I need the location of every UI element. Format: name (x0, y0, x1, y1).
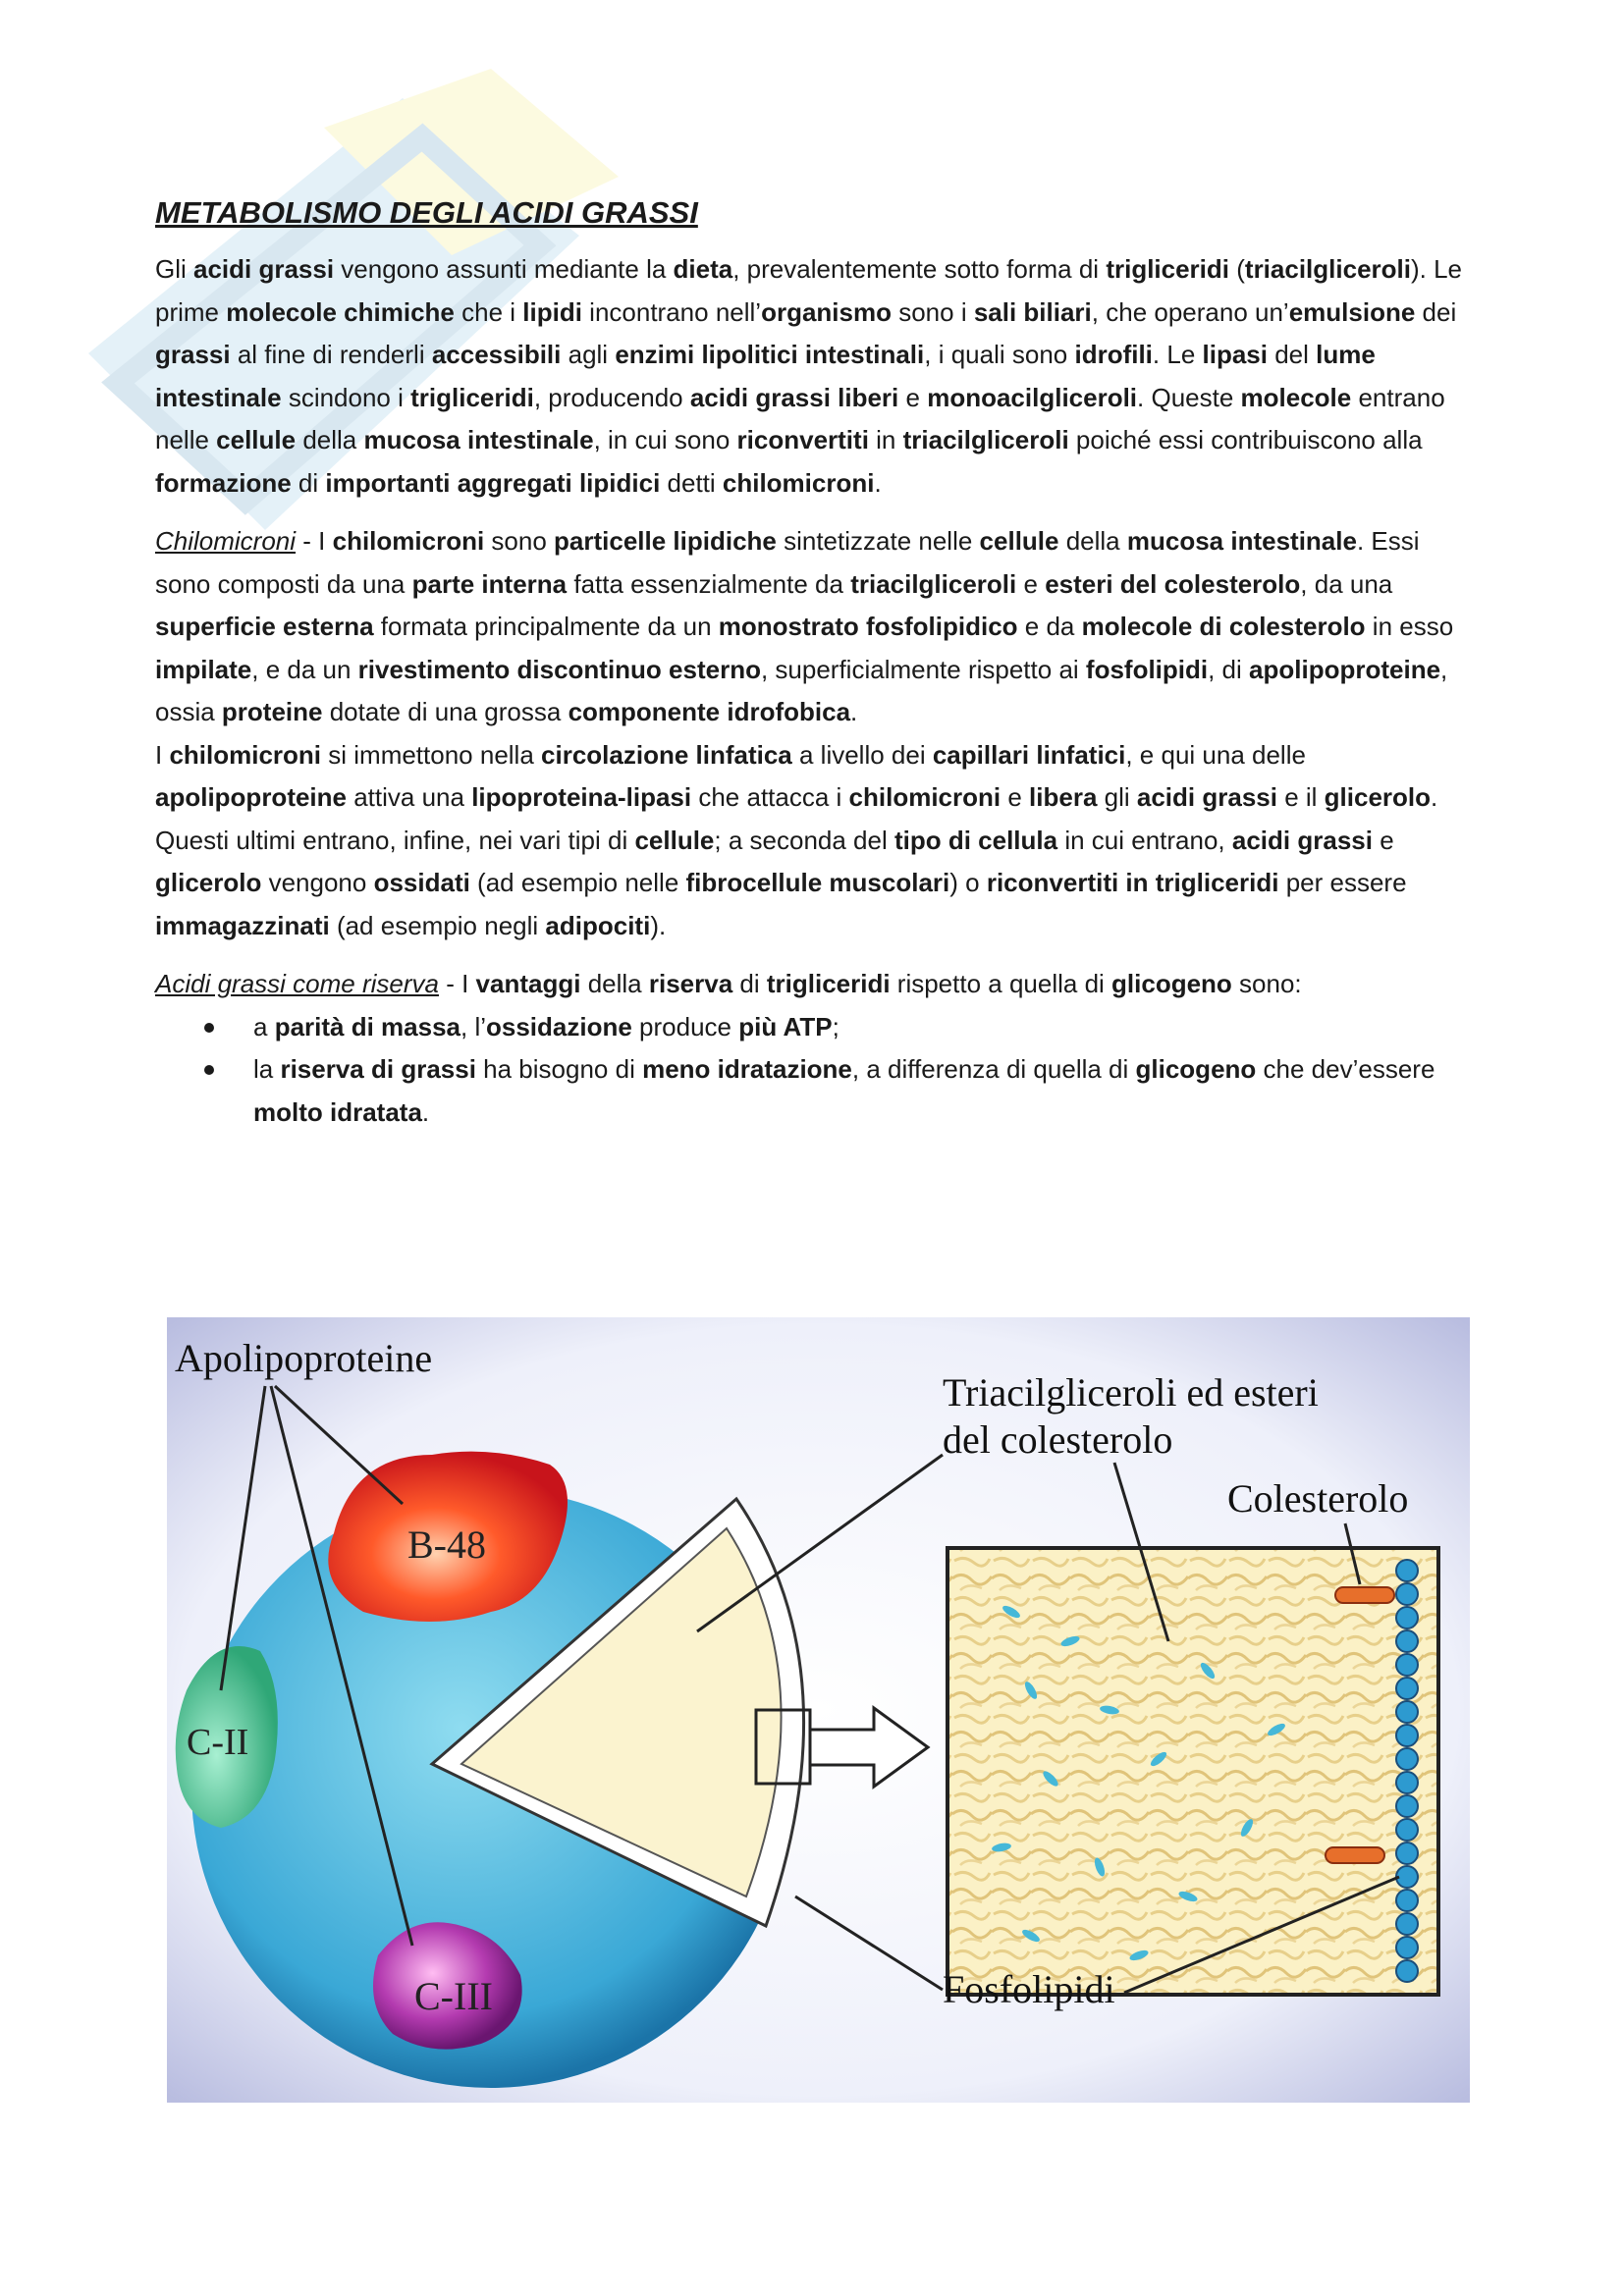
bold-term: vantaggi (475, 969, 581, 998)
bold-term: glicerolo (1324, 782, 1432, 812)
bold-term: parte interna (411, 568, 568, 599)
text-run: entrano nelle (155, 382, 1445, 454)
text-run: della (580, 969, 649, 998)
paragraph-chilomicroni (155, 520, 1481, 734)
bold-term: monoacilgliceroli (927, 382, 1138, 412)
advantages-list (155, 1006, 1481, 1135)
bold-term: tipo di cellula (893, 825, 1058, 855)
bold-term: acidi grassi (1136, 782, 1277, 812)
bold-term: esteri del colesterolo (1045, 568, 1301, 599)
text-run: , e da un (251, 654, 358, 684)
bold-term: immagazzinati (155, 910, 330, 940)
bold-term: molecole chimiche (226, 296, 455, 327)
label-fosfolipidi: Fosfolipidi (943, 1967, 1115, 2011)
bold-term: cellule (216, 425, 297, 454)
bold-term: grassi (155, 340, 231, 369)
text-run: vengono assunti mediante la (334, 254, 674, 284)
label-c2: C-II (187, 1722, 249, 1763)
page-title: METABOLISMO DEGLI ACIDI GRASSI (155, 195, 698, 230)
bold-term: particelle lipidiche (554, 526, 777, 556)
bold-term: ossidati (373, 868, 470, 897)
bold-term: cellule (979, 526, 1059, 556)
text-run: in esso (1365, 612, 1454, 641)
text-run: sono i (892, 296, 974, 327)
bold-term: mucosa intestinale (363, 425, 594, 454)
bold-term: idrofili (1074, 340, 1153, 369)
text-run: incontrano nell’ (581, 296, 762, 327)
text-run: si immettono nella (321, 739, 542, 770)
label-c3: C-III (414, 1974, 493, 2018)
bold-term: apolipoproteine (1249, 654, 1441, 684)
paragraph-circolazione (155, 734, 1481, 948)
bold-term: chilomicroni (848, 782, 1001, 812)
bold-term: glicogeno (1111, 969, 1232, 998)
text-run: , prevalentemente sotto forma di (732, 254, 1107, 284)
text-run: e (1001, 782, 1030, 812)
chylomicron-figure (167, 1317, 1470, 2103)
text-run: e da (1017, 612, 1082, 641)
text-run: scindono i (281, 382, 411, 412)
text-run: ). (650, 910, 667, 940)
text-run: , i quali sono (924, 340, 1075, 369)
bold-term: monostrato fosfolipidico (718, 612, 1018, 641)
bold-term: proteine (221, 697, 323, 726)
bold-term: molecole (1240, 382, 1352, 412)
section-label: Chilomicroni (155, 526, 297, 556)
bold-term: triacilglicerol​i (902, 425, 1069, 454)
text-run: , superficialmente rispetto ai (760, 654, 1086, 684)
text-run: formata principalmente da un (373, 612, 719, 641)
bold-term: organismo (761, 296, 892, 327)
bold-term: sali biliari (973, 296, 1092, 327)
text-run: attiva una (347, 782, 472, 812)
text-run: sono: (1231, 969, 1302, 998)
list-item (253, 1006, 1481, 1049)
label-apolipoproteine: Apolipoproteine (175, 1336, 433, 1380)
text-run: sintetizzate nelle (776, 526, 980, 556)
section-label: Acidi grassi come riserva (155, 969, 439, 998)
text-run: (ad esempio negli (329, 910, 546, 940)
bold-term: glicogeno (1135, 1054, 1257, 1084)
text-run: poiché essi contribuiscono alla (1068, 425, 1423, 454)
text-run: in cui entrano, (1057, 825, 1232, 855)
bold-term: fosfolipidi (1085, 654, 1209, 684)
bold-term: acidi grassi liberi (689, 382, 899, 412)
bold-term: riconvertiti in trigliceridi (986, 868, 1279, 897)
text-run: produce (631, 1011, 739, 1041)
text-run: - I (296, 526, 333, 556)
text-run: , e qui una delle (1125, 739, 1306, 770)
text-run: - I (438, 969, 476, 998)
label-triacilgliceroli-2: del colesterolo (943, 1417, 1173, 1462)
text-run: ha bisogno di (475, 1054, 643, 1084)
text-run: , che operano un’ (1091, 296, 1289, 327)
bold-term: molto idratata (253, 1096, 422, 1127)
bold-term: lipasi (1202, 340, 1268, 369)
text-run: che dev’essere (1256, 1054, 1435, 1084)
text-run: dotate di una grossa (322, 697, 568, 726)
text-run: . (421, 1096, 430, 1127)
text-run: , producendo (533, 382, 690, 412)
text-run: ; a seconda del (714, 825, 894, 855)
text-run: della (1058, 526, 1127, 556)
text-run: e (1016, 568, 1046, 599)
bold-term: impilate (155, 654, 252, 684)
text-run: . Essi sono composti da una (155, 526, 1420, 599)
text-run: e (898, 382, 928, 412)
bold-term: importanti aggregati lipidici (325, 467, 661, 498)
paragraph-riserva (155, 963, 1481, 1006)
bold-term: lume intestinale (155, 340, 1376, 412)
text-run: detti (660, 467, 723, 498)
bold-term: chilomicroni (332, 526, 485, 556)
text-run: (ad esempio nelle (469, 868, 686, 897)
text-run: vengono (261, 868, 374, 897)
text-run: ). Le prime (155, 254, 1463, 327)
text-run: e (1372, 825, 1394, 855)
text-run: che i (454, 296, 523, 327)
text-run: rispetto a quella di (890, 969, 1112, 998)
text-run: , in cui sono (593, 425, 737, 454)
text-run: a (253, 1011, 275, 1041)
bold-term: ossidazione (486, 1011, 632, 1041)
bold-term: glicerolo (155, 868, 262, 897)
bold-term: triacilglicerol​i (850, 568, 1017, 599)
text-run: di (291, 467, 326, 498)
text-run: , a differenza di quella di (851, 1054, 1136, 1084)
bold-term: superficie esterna (155, 612, 374, 641)
text-run: ; (832, 1011, 839, 1041)
text-run: in (868, 425, 903, 454)
text-run: I (155, 739, 170, 770)
bold-term: lipoproteina-lipasi (471, 782, 692, 812)
text-run: sono (484, 526, 555, 556)
text-run: agli (561, 340, 616, 369)
bold-term: trigliceridi (766, 969, 891, 998)
bold-term: acidi grassi (193, 254, 335, 284)
text-run: a livello dei (791, 739, 933, 770)
text-run: e il (1276, 782, 1325, 812)
bold-term: libera (1029, 782, 1098, 812)
text-run: di (732, 969, 767, 998)
bold-term: chilomicroni (169, 739, 322, 770)
text-run: , da una (1300, 568, 1393, 599)
bold-term: riserva (648, 969, 733, 998)
text-run: . Le (1152, 340, 1203, 369)
text-run: ) o (949, 868, 987, 897)
bold-term: enzimi lipolitici intestinali (615, 340, 925, 369)
text-run: per essere (1278, 868, 1407, 897)
paragraph-intro (155, 248, 1481, 505)
text-run: , ossia (155, 654, 1448, 726)
bold-term: triacilgliceroli (1244, 254, 1411, 284)
bold-term: più ATP (738, 1011, 833, 1041)
text-run: dei (1415, 296, 1457, 327)
text-run: . Questi ultimi entrano, infine, nei vari tipi di (155, 782, 1438, 855)
bold-term: chilomicroni (722, 467, 875, 498)
label-colesterolo: Colesterolo (1227, 1476, 1409, 1521)
magnified-panel (947, 1548, 1438, 1995)
text-run: . (850, 697, 858, 726)
bold-term: acidi grassi (1231, 825, 1373, 855)
document-body (155, 191, 1481, 1134)
bold-term: emulsione (1288, 296, 1416, 327)
bold-term: mucosa intestinale (1126, 526, 1357, 556)
text-run: ( (1229, 254, 1245, 284)
text-run: Gli (155, 254, 193, 284)
bold-term: accessibili (431, 340, 562, 369)
text-run: . Queste (1137, 382, 1241, 412)
bold-term: parità di massa (274, 1011, 460, 1041)
text-run: del (1267, 340, 1317, 369)
bold-term: meno idratazione (642, 1054, 852, 1084)
bold-term: lipidi (522, 296, 582, 327)
label-triacilgliceroli-1: Triacilglicerol​i ed esteri (943, 1370, 1319, 1415)
text-run: che attacca i (691, 782, 849, 812)
bold-term: riconvertiti (736, 425, 869, 454)
bold-term: capillari linfatici (932, 739, 1126, 770)
bold-term: dieta (673, 254, 733, 284)
bold-term: adipociti (545, 910, 651, 940)
bold-term: riserva di grassi (280, 1054, 476, 1084)
text-run: . (874, 467, 882, 498)
text-run: la (253, 1054, 281, 1084)
bold-term: trigliceridi (410, 382, 534, 412)
bold-term: formazione (155, 467, 292, 498)
bold-term: molecole di colesterolo (1081, 612, 1366, 641)
label-b48: B-48 (407, 1522, 486, 1567)
bold-term: fibrocellule muscolari (685, 868, 950, 897)
bold-term: circolazione linfatica (541, 739, 792, 770)
bold-term: cellule (634, 825, 715, 855)
text-run: gli (1097, 782, 1137, 812)
text-run: , l’ (460, 1011, 486, 1041)
bold-term: apolipoproteine (155, 782, 347, 812)
bold-term: componente idrofobica (568, 697, 851, 726)
text-run: al fine di renderli (230, 340, 432, 369)
bold-term: rivestimento discontinuo esterno (357, 654, 761, 684)
list-item (253, 1048, 1481, 1134)
text-run: fatta essenzialmente da (567, 568, 851, 599)
text-run: della (296, 425, 364, 454)
text-run: , di (1208, 654, 1250, 684)
bold-term: trigliceridi (1106, 254, 1230, 284)
